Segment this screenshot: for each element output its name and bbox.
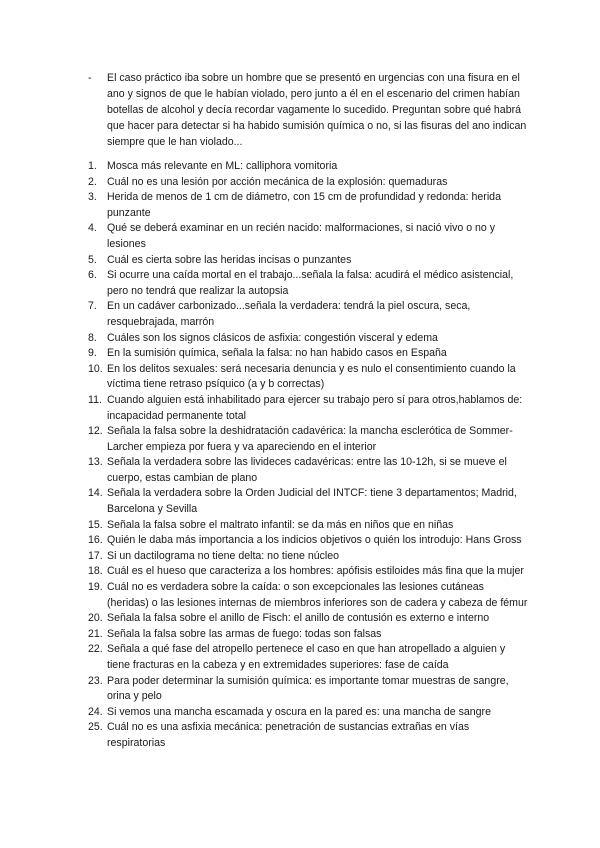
question-text: Señala la falsa sobre el maltrato infantil: se da más en niños que en niñas bbox=[107, 518, 454, 531]
question-number: 8. bbox=[88, 331, 97, 344]
question-text: Qué se deberá examinar en un recién nacido: malformaciones, si nació vivo o no y lesiones bbox=[107, 222, 496, 250]
question-text: Señala la verdadera sobre la Orden Judicial del INTCF: tiene 3 departamentos; Madrid, Barcelona y Sevilla bbox=[107, 487, 517, 516]
question-number: 16. bbox=[88, 534, 103, 547]
question-number: 2. bbox=[88, 175, 97, 188]
question-number: 11. bbox=[88, 393, 102, 406]
question-item bbox=[88, 221, 528, 252]
question-text: Si vemos una mancha escamada y oscura en la pared es: una mancha de sangre bbox=[107, 705, 491, 718]
question-item bbox=[88, 455, 528, 486]
question-item bbox=[88, 424, 528, 455]
question-text: Cuando alguien está inhabilitado para ejercer su trabajo pero sí para otros,hablamos de: incapacidad permanente total bbox=[107, 393, 523, 422]
question-number: 14. bbox=[88, 487, 103, 500]
question-item bbox=[88, 533, 528, 549]
question-item bbox=[88, 674, 528, 705]
question-item bbox=[88, 268, 528, 299]
question-text: Quién le daba más importancia a los indicios objetivos o quién los introdujo: Hans Gross bbox=[107, 534, 522, 547]
question-item bbox=[88, 331, 528, 347]
question-list bbox=[88, 159, 528, 752]
question-number: 6. bbox=[88, 269, 97, 282]
question-number: 1. bbox=[88, 160, 97, 172]
question-number: 25. bbox=[88, 721, 103, 734]
question-item bbox=[88, 175, 528, 191]
question-text: Señala la falsa sobre las armas de fuego: todas son falsas bbox=[107, 627, 382, 640]
question-item bbox=[88, 720, 528, 751]
question-number: 18. bbox=[88, 565, 103, 578]
question-text: Si un dactilograma no tiene delta: no tiene núcleo bbox=[107, 549, 340, 562]
question-text: Cuál es cierta sobre las heridas incisas o punzantes bbox=[107, 253, 352, 266]
question-item bbox=[88, 564, 528, 580]
question-item bbox=[88, 518, 528, 534]
question-number: 3. bbox=[88, 191, 97, 204]
question-text: Para poder determinar la sumisión química: es importante tomar muestras de sangre, orina y pelo bbox=[107, 674, 509, 703]
question-text: En la sumisión química, señala la falsa: no han habido casos en España bbox=[107, 347, 447, 360]
question-item bbox=[88, 705, 528, 721]
question-item bbox=[88, 486, 528, 517]
question-item bbox=[88, 627, 528, 643]
question-number: 9. bbox=[88, 347, 97, 360]
question-text: Señala a qué fase del atropello pertenece el caso en que han atropellado a alguien y tiene fracturas en la cabeza y en extremidades superiores: fase de caída bbox=[107, 643, 506, 671]
question-number: 21. bbox=[88, 627, 103, 640]
question-text: Cuál no es una lesión por acción mecánica de la explosión: quemaduras bbox=[107, 175, 448, 188]
question-text: Señala la falsa sobre el anillo de Fisch: el anillo de contusión es externo e interno bbox=[107, 612, 490, 625]
question-number: 10. bbox=[88, 362, 103, 375]
question-text: Si ocurre una caída mortal en el trabajo...señala la falsa: acudirá el médico asistencial, pero no tendrá que realizar la autopsia bbox=[107, 269, 514, 297]
question-item bbox=[88, 253, 528, 269]
question-number: 5. bbox=[88, 253, 97, 266]
question-item bbox=[88, 580, 528, 611]
question-number: 4. bbox=[88, 222, 97, 235]
question-text: Herida de menos de 1 cm de diámetro, con 15 cm de profundidad y redonda: herida punzante bbox=[107, 191, 501, 219]
question-item bbox=[88, 362, 528, 393]
question-number: 7. bbox=[88, 300, 97, 313]
question-text: Señala la falsa sobre la deshidratación cadavérica: la mancha esclerótica de Sommer-Larcher empieza por fuera y va apareciendo en el interior bbox=[107, 425, 513, 453]
question-item bbox=[88, 190, 528, 221]
question-text: Cuál es el hueso que caracteriza a los hombres: apófisis estiloides más fina que la mujer bbox=[107, 565, 524, 578]
question-number: 13. bbox=[88, 456, 103, 469]
question-item bbox=[88, 642, 528, 673]
question-number: 12. bbox=[88, 425, 103, 438]
question-text: Mosca más relevante en ML: calliphora vomitoria bbox=[107, 160, 338, 172]
question-text: Cuál no es una asfixia mecánica: penetración de sustancias extrañas en vías respiratorias bbox=[107, 721, 470, 749]
question-number: 17. bbox=[88, 549, 103, 562]
question-number: 22. bbox=[88, 643, 103, 656]
question-item bbox=[88, 549, 528, 565]
question-text: En un cadáver carbonizado...señala la verdadera: tendrá la piel oscura, seca, resquebrajada, marrón bbox=[107, 300, 471, 328]
question-text: Cuál no es verdadera sobre la caída: o son excepcionales las lesiones cutáneas (heridas) o las lesiones internas de miembros inferiores son de cadera y cabeza de fémur bbox=[107, 581, 528, 609]
bullet-dash: - bbox=[88, 72, 92, 84]
question-item bbox=[88, 346, 528, 362]
question-number: 19. bbox=[88, 581, 103, 594]
question-text: Señala la verdadera sobre las livideces cadavéricas: entre las 10-12h, si se mueve el cuerpo, estas cambian de plano bbox=[107, 456, 507, 484]
question-text: En los delitos sexuales: será necesaria denuncia y es nulo el consentimiento cuando la víctima tiene retraso psíquico (a y b correctas) bbox=[107, 362, 516, 391]
question-item bbox=[88, 159, 528, 175]
question-item bbox=[88, 299, 528, 330]
question-item bbox=[88, 611, 528, 627]
case-description-text: El caso práctico iba sobre un hombre que se presentó en urgencias con una fisura en el ano y signos de que le habían violado, pero junto a él en el escenario del crimen habían botellas de alcohol y decía recordar vagamente lo sucedido. Preguntan sobre qué habrá que hacer para detectar si ha habido sumisión química o no, si las fisuras del ano indican siempre que le han violado... bbox=[107, 72, 527, 148]
question-number: 23. bbox=[88, 674, 103, 687]
question-item bbox=[88, 393, 528, 424]
question-text: Cuáles son los signos clásicos de asfixia: congestión visceral y edema bbox=[107, 331, 438, 344]
question-number: 20. bbox=[88, 612, 103, 625]
case-description bbox=[88, 71, 528, 151]
question-number: 15. bbox=[88, 518, 103, 531]
question-number: 24. bbox=[88, 705, 103, 718]
